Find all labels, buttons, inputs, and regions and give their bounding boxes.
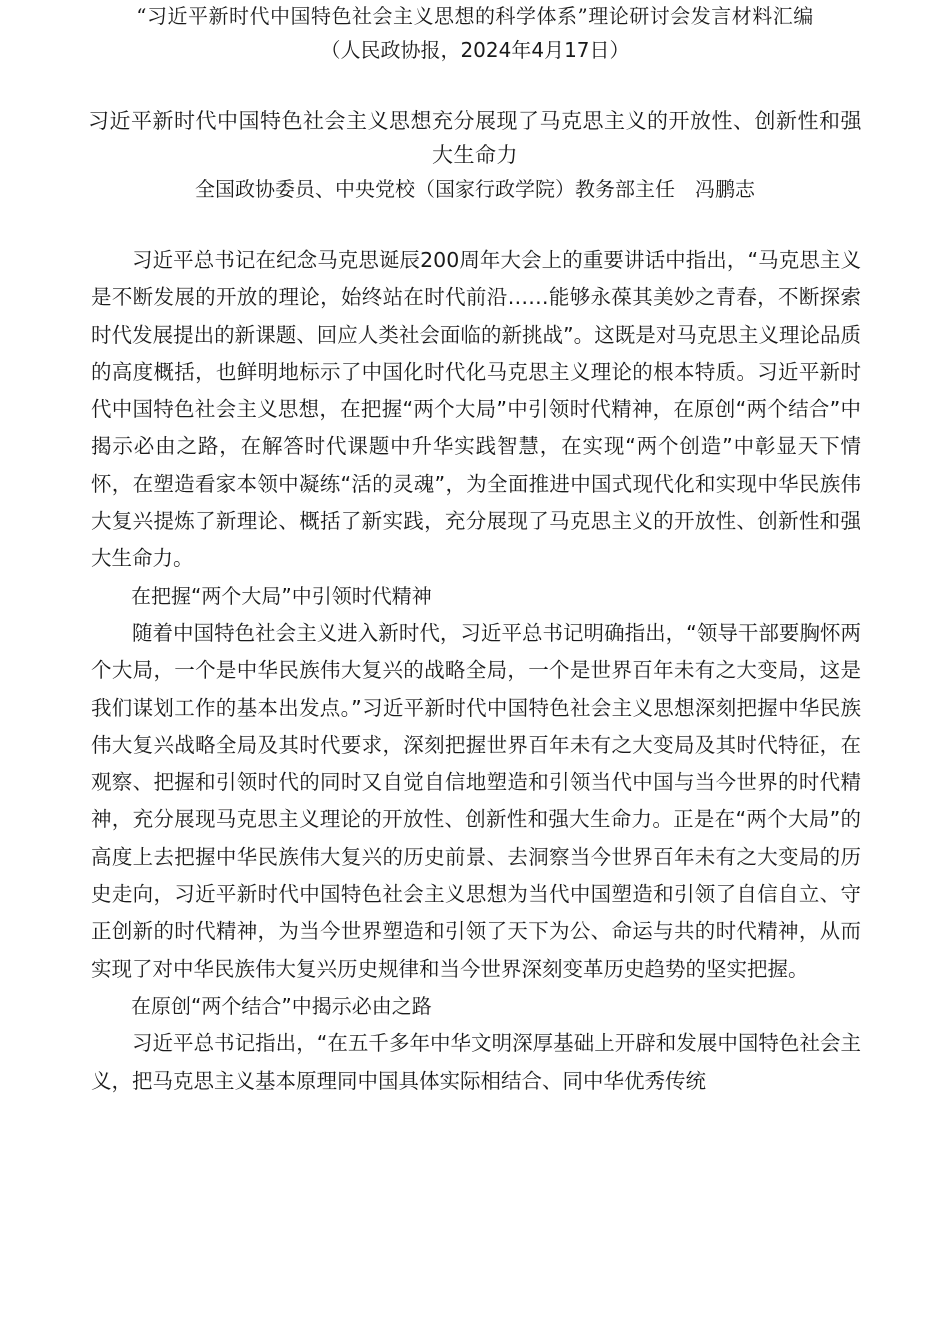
article-body (91, 242, 861, 1100)
source-line: （人民政协报，2024年4月17日） (320, 38, 630, 62)
section-heading: 在原创“两个结合”中揭示必由之路 (131, 993, 432, 1018)
author-line: 全国政协委员、中央党校（国家行政学院）教务部主任 冯鹏志 (195, 177, 755, 201)
article-title: 习近平新时代中国特色社会主义思想充分展现了马克思主义的开放性、创新性和强大生命力 (88, 109, 862, 167)
body-paragraph: 随着中国特色社会主义进入新时代，习近平总书记明确指出，“领导干部要胸怀两个大局，一个是中华民族伟大复兴的战略全局，一个是世界百年未有之大变局，这是我们谋划工作的基本出发点。”习近平新时代中国特色社会主义思想深刻把握中华民族伟大复兴战略全局及其时代要求，深刻把握世界百年未有之大变局及其时代特征，在观察、把握和引领时代的同时又自觉自信地塑造和引领当代中国与当今世界的时代精神，充分展现马克思主义理论的开放性、创新性和强大生命力。正是在“两个大局”的高度上去把握中华民族伟大复兴的历史前景、去洞察当今世界百年未有之大变局的历史走向，习近平新时代中国特色社会主义思想为当代中国塑造和引领了自信自立、守正创新的时代精神，为当今世界塑造和引领了天下为公、命运与共的时代精神，从而实现了对中华民族伟大复兴历史规律和当今世界深刻变革历史趋势的坚实把握。 (91, 620, 861, 981)
section-heading: 在把握“两个大局”中引领时代精神 (131, 583, 432, 608)
body-paragraph: 习近平总书记指出，“在五千多年中华文明深厚基础上开辟和发展中国特色社会主义，把马克思主义基本原理同中国具体实际相结合、同中华优秀传统 (91, 1031, 861, 1093)
collection-title: “习近平新时代中国特色社会主义思想的科学体系”理论研讨会发言材料汇编 (136, 4, 814, 28)
body-paragraph: 习近平总书记在纪念马克思诞辰200周年大会上的重要讲话中指出，“马克思主义是不断发展的开放的理论，始终站在时代前沿……能够永葆其美妙之青春，不断探索时代发展提出的新课题、回应人类社会面临的新挑战”。这既是对马克思主义理论品质的高度概括，也鲜明地标示了中国化时代化马克思主义理论的根本特质。习近平新时代中国特色社会主义思想，在把握“两个大局”中引领时代精神，在原创“两个结合”中揭示必由之路，在解答时代课题中升华实践智慧，在实现“两个创造”中彰显天下情怀，在塑造看家本领中凝练“活的灵魂”，为全面推进中国式现代化和实现中华民族伟大复兴提炼了新理论、概括了新实践，充分展现了马克思主义的开放性、创新性和强大生命力。 (91, 248, 861, 571)
